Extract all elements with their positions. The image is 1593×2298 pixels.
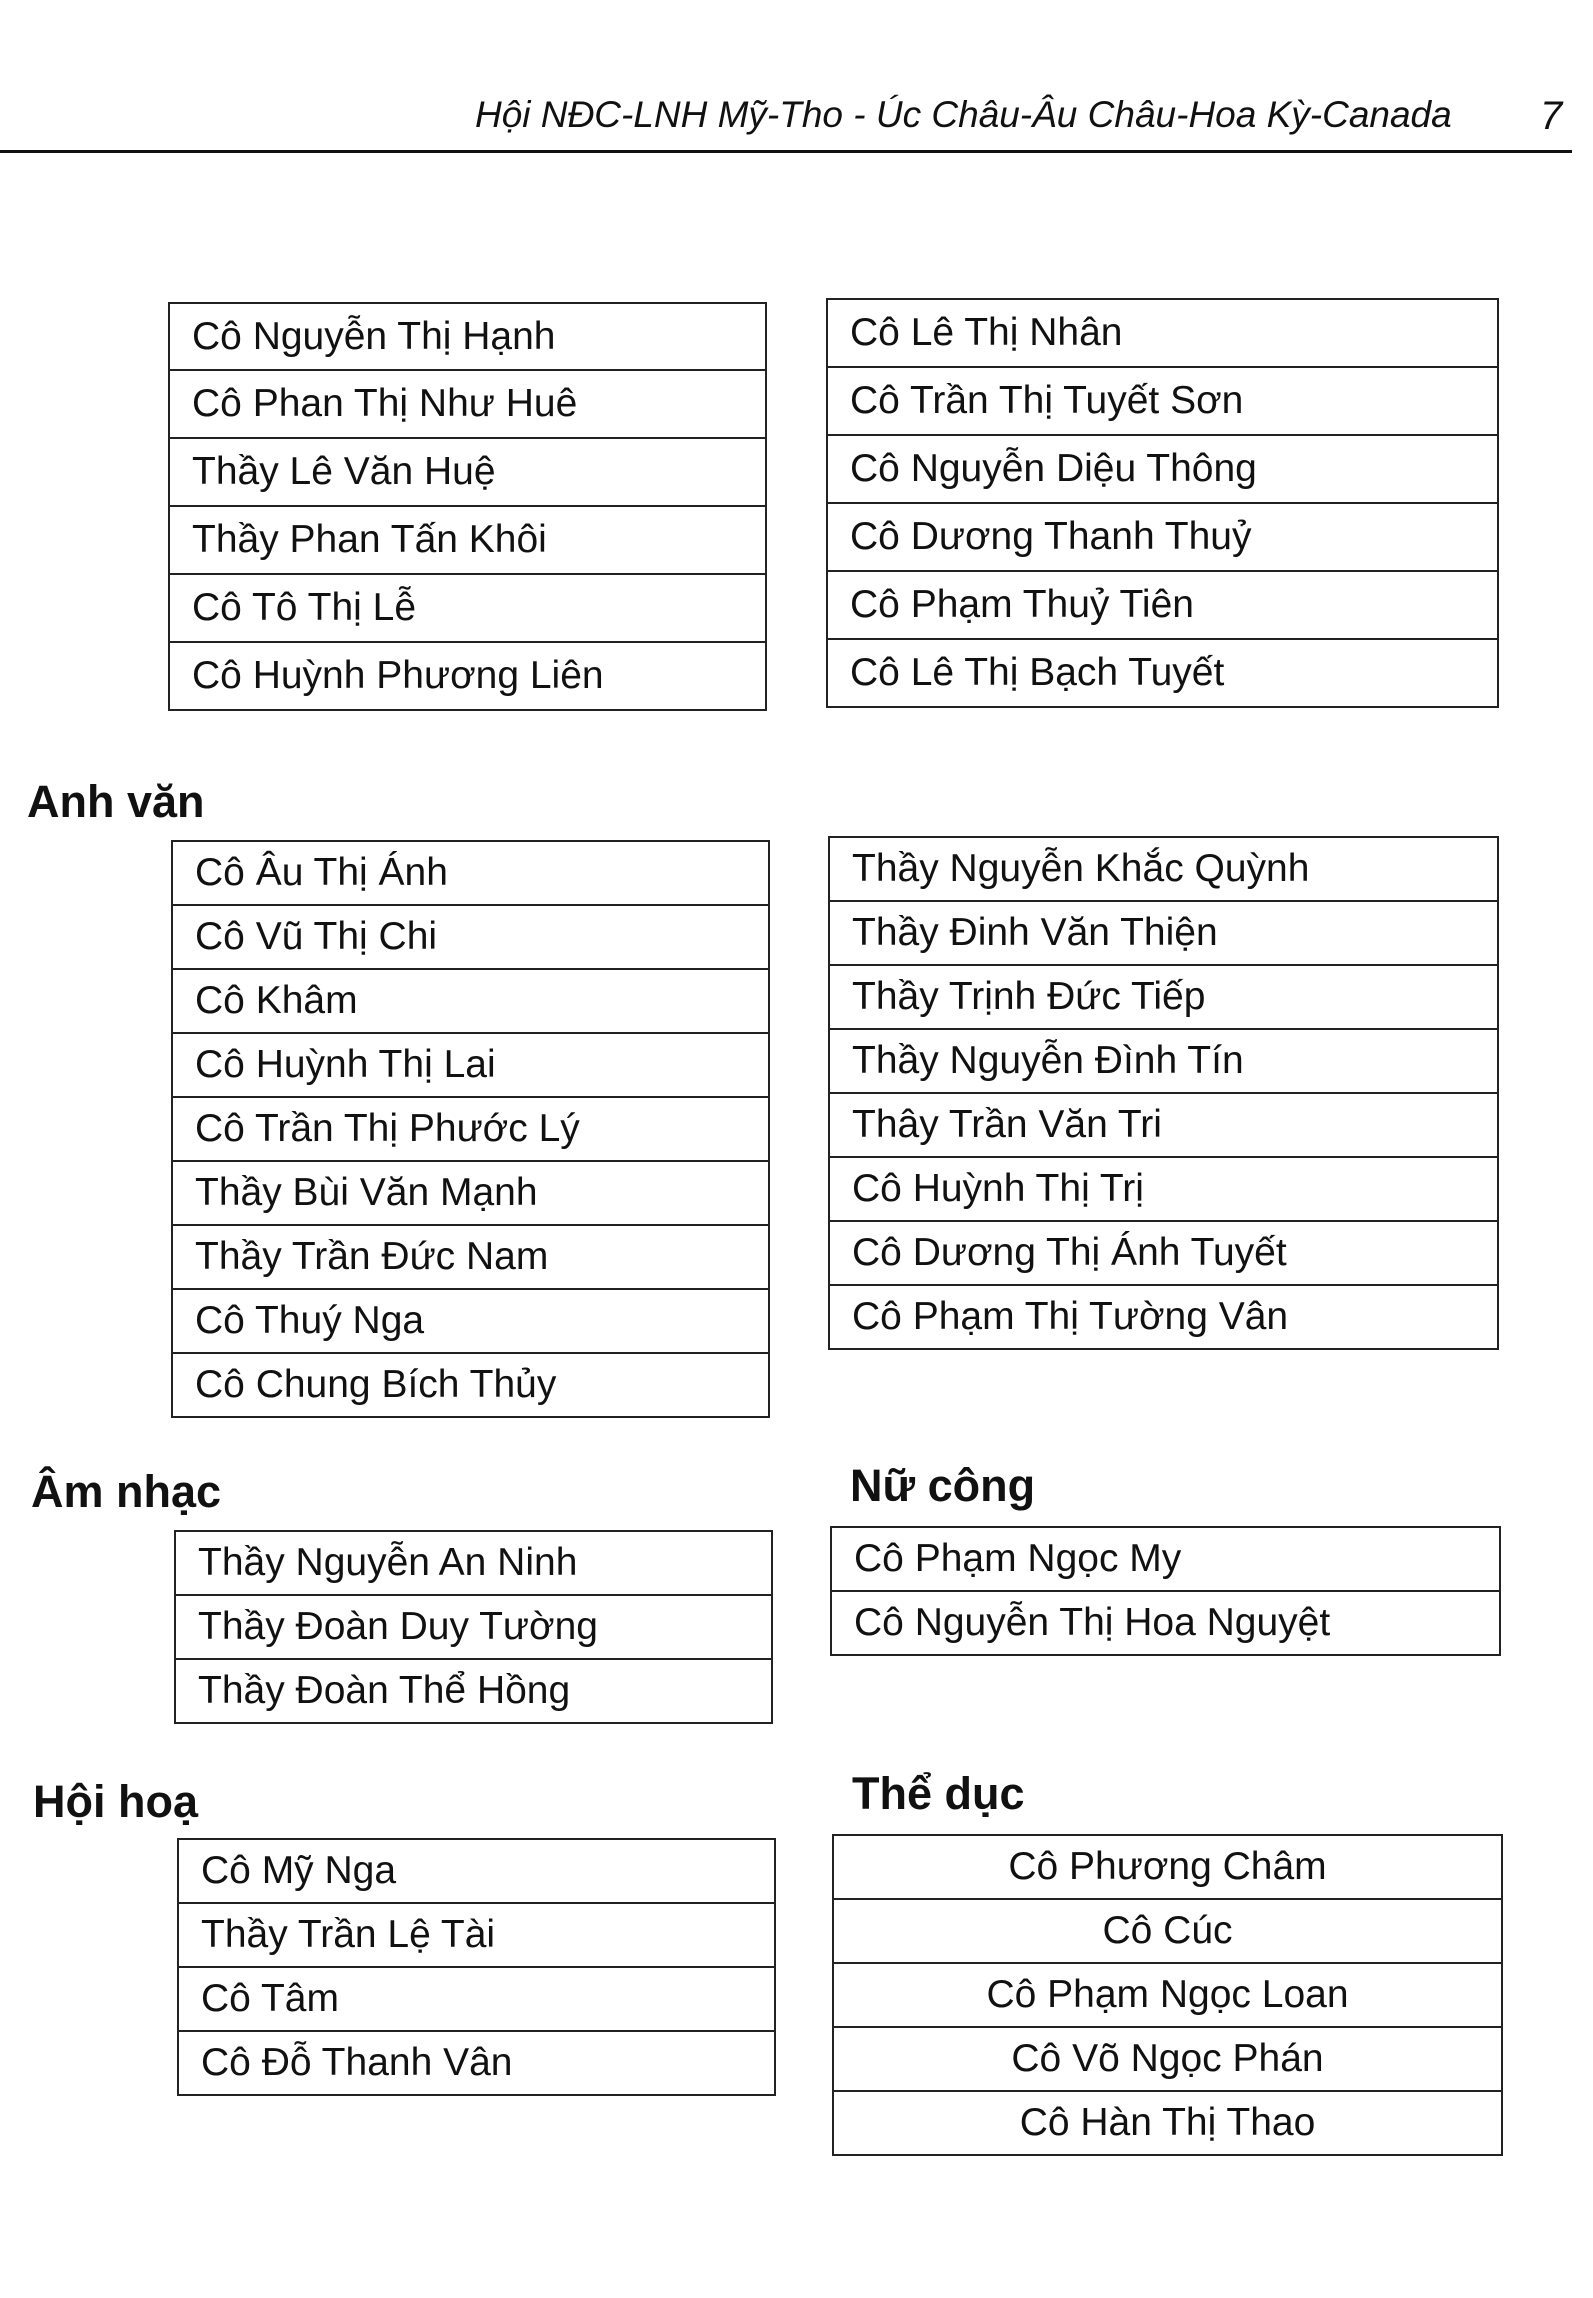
anh-van-right-table xyxy=(828,836,1499,1350)
name-cell: Cô Huỳnh Thị Trị xyxy=(829,1157,1498,1221)
name-cell: Thầy Đoàn Thể Hồng xyxy=(175,1659,772,1723)
name-cell: Cô Khâm xyxy=(172,969,769,1033)
name-cell: Cô Nguyễn Thị Hạnh xyxy=(169,303,766,370)
name-cell: Cô Lê Thị Bạch Tuyết xyxy=(827,639,1498,707)
top-left-table xyxy=(168,302,767,711)
name-cell: Thầy Bùi Văn Mạnh xyxy=(172,1161,769,1225)
name-cell: Thầy Đoàn Duy Tường xyxy=(175,1595,772,1659)
name-cell: Thầy Trần Đức Nam xyxy=(172,1225,769,1289)
name-cell: Cô Dương Thanh Thuỷ xyxy=(827,503,1498,571)
name-cell: Cô Võ Ngọc Phán xyxy=(833,2027,1502,2091)
header-title: Hội NĐC-LNH Mỹ-Tho - Úc Châu-Âu Châu-Hoa Kỳ-Canada xyxy=(475,94,1452,135)
name-cell: Thầy Nguyễn Khắc Quỳnh xyxy=(829,837,1498,901)
name-cell: Cô Huỳnh Thị Lai xyxy=(172,1033,769,1097)
name-cell: Cô Đỗ Thanh Vân xyxy=(178,2031,775,2095)
name-cell: Cô Phạm Thị Tường Vân xyxy=(829,1285,1498,1349)
name-cell: Thây Trần Văn Tri xyxy=(829,1093,1498,1157)
name-cell: Cô Tâm xyxy=(178,1967,775,2031)
page-number: 7 xyxy=(1540,94,1563,138)
name-cell: Cô Phan Thị Như Huê xyxy=(169,370,766,438)
name-cell: Cô Lê Thị Nhân xyxy=(827,299,1498,367)
top-right-table xyxy=(826,298,1499,708)
page-header xyxy=(0,88,1572,153)
name-cell: Cô Trần Thị Tuyết Sơn xyxy=(827,367,1498,435)
name-cell: Thầy Đinh Văn Thiện xyxy=(829,901,1498,965)
name-cell: Cô Cúc xyxy=(833,1899,1502,1963)
heading-the-duc: Thể dục xyxy=(852,1768,1025,1819)
name-cell: Cô Thuý Nga xyxy=(172,1289,769,1353)
name-cell: Cô Trần Thị Phước Lý xyxy=(172,1097,769,1161)
the-duc-table xyxy=(832,1834,1503,2156)
name-cell: Thầy Phan Tấn Khôi xyxy=(169,506,766,574)
heading-hoi-hoa: Hội hoạ xyxy=(33,1776,198,1827)
name-cell: Cô Phạm Ngọc Loan xyxy=(833,1963,1502,2027)
name-cell: Thầy Nguyễn Đình Tín xyxy=(829,1029,1498,1093)
name-cell: Thầy Lê Văn Huệ xyxy=(169,438,766,506)
anh-van-left-table xyxy=(171,840,770,1418)
heading-nu-cong: Nữ công xyxy=(850,1460,1036,1511)
name-cell: Cô Nguyễn Diệu Thông xyxy=(827,435,1498,503)
name-cell: Cô Tô Thị Lễ xyxy=(169,574,766,642)
name-cell: Thầy Trịnh Đức Tiếp xyxy=(829,965,1498,1029)
name-cell: Cô Nguyễn Thị Hoa Nguyệt xyxy=(831,1591,1500,1655)
name-cell: Cô Chung Bích Thủy xyxy=(172,1353,769,1417)
name-cell: Cô Hàn Thị Thao xyxy=(833,2091,1502,2155)
name-cell: Cô Âu Thị Ánh xyxy=(172,841,769,905)
name-cell: Thầy Trần Lệ Tài xyxy=(178,1903,775,1967)
name-cell: Cô Phạm Ngọc My xyxy=(831,1527,1500,1591)
name-cell: Cô Phạm Thuỷ Tiên xyxy=(827,571,1498,639)
name-cell: Cô Huỳnh Phương Liên xyxy=(169,642,766,710)
name-cell: Cô Vũ Thị Chi xyxy=(172,905,769,969)
nu-cong-table xyxy=(830,1526,1501,1656)
hoi-hoa-table xyxy=(177,1838,776,2096)
heading-anh-van: Anh văn xyxy=(27,776,205,827)
name-cell: Thầy Nguyễn An Ninh xyxy=(175,1531,772,1595)
am-nhac-table xyxy=(174,1530,773,1724)
heading-am-nhac: Âm nhạc xyxy=(31,1466,222,1517)
name-cell: Cô Phương Châm xyxy=(833,1835,1502,1899)
name-cell: Cô Mỹ Nga xyxy=(178,1839,775,1903)
name-cell: Cô Dương Thị Ánh Tuyết xyxy=(829,1221,1498,1285)
